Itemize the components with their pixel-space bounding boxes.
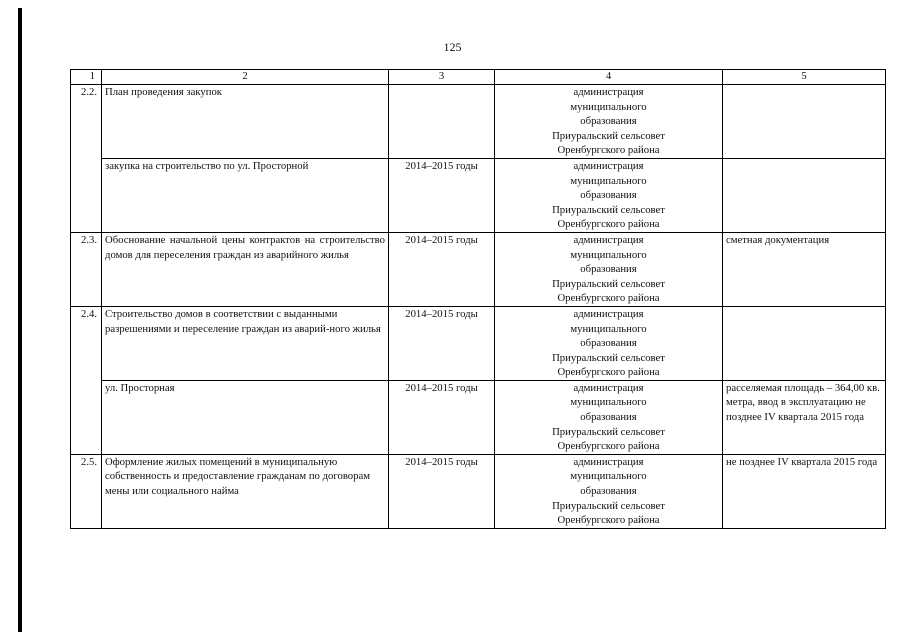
executor-line: Оренбургского района xyxy=(557,366,660,379)
executor-line: Приуральский сельсовет xyxy=(552,499,665,512)
executor-line: образования xyxy=(580,115,637,128)
table-row xyxy=(71,454,886,528)
header-col-1: 1 xyxy=(71,70,102,85)
row-number: 2.5. xyxy=(71,454,102,528)
note-cell: не позднее IV квартала 2015 года xyxy=(723,454,886,528)
period-cell: 2014–2015 годы xyxy=(389,158,495,232)
executor-line: муниципального xyxy=(570,248,647,261)
executor-line: администрация xyxy=(573,159,644,172)
row-number: 2.2. xyxy=(71,85,102,233)
executor-line: Приуральский сельсовет xyxy=(552,425,665,438)
executor-line: Оренбургского района xyxy=(557,144,660,157)
note-cell: расселяемая площадь – 364,00 кв. метра, ввод в эксплуатацию не позднее IV квартала 2015 года xyxy=(723,380,886,454)
executor-line: муниципального xyxy=(570,322,647,335)
table-row xyxy=(71,380,886,454)
executor-line: образования xyxy=(580,485,637,498)
executor-cell xyxy=(495,306,723,380)
executor-line: Приуральский сельсовет xyxy=(552,277,665,290)
executor-line: муниципального xyxy=(570,470,647,483)
period-cell: 2014–2015 годы xyxy=(389,454,495,528)
executor-line: администрация xyxy=(573,381,644,394)
period-cell xyxy=(389,85,495,159)
activity-name: ул. Просторная xyxy=(102,380,389,454)
executor-cell xyxy=(495,85,723,159)
executor-cell xyxy=(495,380,723,454)
executor-line: образования xyxy=(580,263,637,276)
executor-line: Оренбургского района xyxy=(557,292,660,305)
table-row xyxy=(71,85,886,159)
table-header-row xyxy=(71,70,886,85)
note-cell xyxy=(723,158,886,232)
executor-line: администрация xyxy=(573,455,644,468)
row-number: 2.4. xyxy=(71,306,102,454)
executor-line: Приуральский сельсовет xyxy=(552,203,665,216)
note-cell xyxy=(723,85,886,159)
activity-name: Оформление жилых помещений в муниципальную собственность и предоставление гражданам по договорам мены или социального найма xyxy=(102,454,389,528)
note-cell xyxy=(723,306,886,380)
executor-line: администрация xyxy=(573,86,644,98)
plan-table xyxy=(70,69,886,529)
executor-line: Приуральский сельсовет xyxy=(552,129,665,142)
period-cell: 2014–2015 годы xyxy=(389,306,495,380)
note-cell: сметная документация xyxy=(723,232,886,306)
activity-name: Строительство домов в соответствии с выданными разрешениями и переселение граждан из аварий-ного жилья xyxy=(102,306,389,380)
executor-line: администрация xyxy=(573,233,644,246)
executor-line: Оренбургского района xyxy=(557,514,660,527)
executor-line: образования xyxy=(580,411,637,424)
executor-line: Приуральский сельсовет xyxy=(552,351,665,364)
header-col-2: 2 xyxy=(102,70,389,85)
activity-name: закупка на строительство по ул. Просторной xyxy=(102,158,389,232)
header-col-4: 4 xyxy=(495,70,723,85)
header-col-3: 3 xyxy=(389,70,495,85)
executor-line: администрация xyxy=(573,307,644,320)
executor-line: образования xyxy=(580,337,637,350)
table-row xyxy=(71,306,886,380)
executor-line: образования xyxy=(580,189,637,202)
period-cell: 2014–2015 годы xyxy=(389,380,495,454)
executor-cell xyxy=(495,232,723,306)
table-row xyxy=(71,232,886,306)
executor-line: муниципального xyxy=(570,100,647,113)
binding-edge xyxy=(18,8,22,632)
period-cell: 2014–2015 годы xyxy=(389,232,495,306)
page-number: 125 xyxy=(443,40,462,54)
header-col-5: 5 xyxy=(723,70,886,85)
executor-line: муниципального xyxy=(570,396,647,409)
activity-name: Обоснование начальной цены контрактов на строительство домов для переселения граждан из аварийного жилья xyxy=(102,232,389,306)
row-number: 2.3. xyxy=(71,232,102,306)
executor-line: муниципального xyxy=(570,174,647,187)
executor-line: Оренбургского района xyxy=(557,218,660,231)
executor-cell xyxy=(495,454,723,528)
executor-cell xyxy=(495,158,723,232)
executor-line: Оренбургского района xyxy=(557,440,660,453)
table-row xyxy=(71,158,886,232)
activity-name: План проведения закупок xyxy=(102,85,389,159)
